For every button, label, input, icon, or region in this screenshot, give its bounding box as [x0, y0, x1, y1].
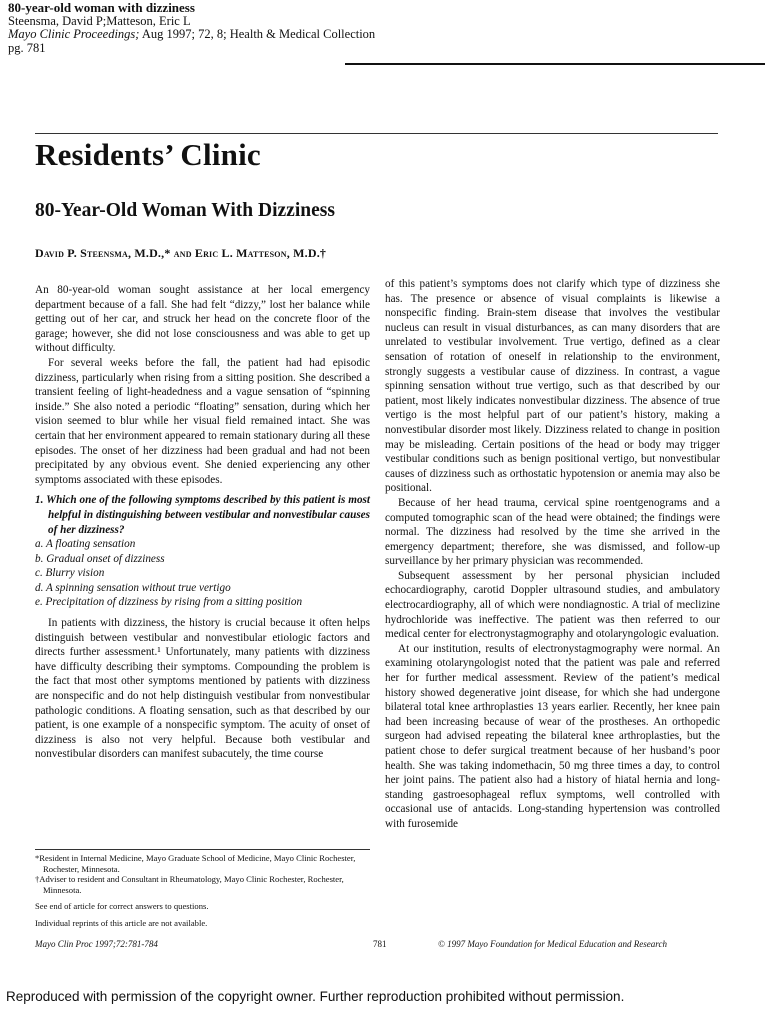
- footer-copyright: © 1997 Mayo Foundation for Medical Education and Research: [438, 939, 667, 949]
- option-b: b. Gradual onset of dizziness: [35, 552, 165, 565]
- paragraph: For several weeks before the fall, the patient had had episodic dizziness, particularly when rising from a sitting position. She described a transient feeling of light-headedness and a vague sensation of “spinning inside.” She also noted a periodic “floating” sensation, during which her vision seemed to blur while her visual field remained intact. She was certain that her environment appeared to remain stationary during all these episodes. The onset of her dizziness had been gradual and had not been precipitated by any obvious event. She denied experiencing any other symptoms associated with these episodes.: [35, 356, 370, 486]
- footnote-affiliation-2: †Adviser to resident and Consultant in Rheumatology, Mayo Clinic Rochester, Rochester, Minnesota.: [35, 874, 344, 895]
- option-d: d. A spinning sensation without true vertigo: [35, 581, 231, 594]
- header-divider: [345, 63, 765, 65]
- document-header: [8, 1, 375, 55]
- left-column: [35, 283, 370, 762]
- section-heading: Residents’ Clinic: [35, 137, 261, 172]
- header-authors: Steensma, David P;Matteson, Eric L: [8, 13, 191, 28]
- section-divider: [35, 133, 718, 134]
- footnote-answers-note: See end of article for correct answers to questions.: [35, 901, 209, 912]
- option-e: e. Precipitation of dizziness by rising from a sitting position: [35, 596, 303, 609]
- answer-options: [35, 537, 370, 610]
- header-title: 80-year-old woman with dizziness: [8, 0, 195, 15]
- option-a: a. A floating sensation: [35, 538, 136, 551]
- paragraph: of this patient’s symptoms does not clarify which type of dizziness she has. The presence or absence of visual complaints is likewise a nonspecific finding. Brain-stem disease that involves the vestibular nucleus can result in visual disturbances, as can many disorders that are unrelated to vestibular involvement. True vertigo, defined as a clear sensation of rotation of oneself in relationship to the environment, strongly suggests a vestibular cause of dizziness. In contrast, a vague spinning sensation without true vertigo, such as that described by our patient, most likely indicates nonvestibular dizziness. The absence of true vertigo is the most helpful part of our patient’s history, making a nonvestibular disorder most likely. Dizziness related to change in position may be misleading. Certain positions of the head or body may trigger vestibular conditions such as benign positional vertigo, but nonvestibular causes of dizziness such as orthostatic hypotension or anemia may also be positional.: [385, 278, 720, 495]
- article-authors: David P. Steensma, M.D.,* and Eric L. Matteson, M.D.†: [35, 246, 327, 260]
- header-citation-details: Aug 1997; 72, 8; Health & Medical Collection: [139, 27, 376, 41]
- footer-page-number: 781: [373, 939, 387, 949]
- footnote-reprints-note: Individual reprints of this article are not available.: [35, 917, 208, 928]
- paragraph: At our institution, results of electronystagmography were normal. An examining otolaryngologist noted that the patient was pale and referred her for further medical assessment. Review of the patient’s medical history showed degenerative joint disease, for which she had undergone bilateral total knee arthroplasties 13 years earlier. Recently, her knee pain had been increasing because of wear of the prostheses. An orthopedic surgeon had advised repeating the bilateral knee arthroplasties, but the patient chose to defer surgical treatment because of her husband’s poor health. She was taking indomethacin, 50 mg three times a day, to control her joint pains. The patient also had a history of hiatal hernia and long-standing gastroesophageal reflux symptoms, well controlled with occasional use of antacids. Long-standing hypertension was controlled with furosemide: [385, 642, 720, 830]
- paragraph: Subsequent assessment by her personal physician included echocardiography, carotid Doppler ultrasound studies, and ambulatory electrocardiography, all of which were nondiagnostic. A trial of meclizine hydrochloride was ineffective. The patient was then referred to our medical center for electronystagmography and otolaryngologic evaluation.: [385, 569, 720, 641]
- header-citation: [8, 28, 375, 42]
- header-journal: Mayo Clinic Proceedings;: [8, 27, 140, 41]
- footnotes: [35, 853, 380, 929]
- paragraph: An 80-year-old woman sought assistance at her local emergency department because of a fall. She had felt “dizzy,” lost her balance while getting out of her car, and struck her head on the concrete floor of the garage; however, she did not lose consciousness and was able to get up without difficulty.: [35, 284, 370, 355]
- option-c: c. Blurry vision: [35, 567, 105, 580]
- question-1: 1. Which one of the following symptoms described by this patient is most helpful in distinguishing between vestibular and nonvestibular causes of her dizziness?: [35, 494, 370, 536]
- paragraph: In patients with dizziness, the history is crucial because it often helps distinguish between vestibular and nonvestibular etiologic factors and directs further assessment.¹ Unfortunately, many patients with dizziness have difficulty describing their symptoms. Compounding the problem is the fact that most other symptoms mentioned by patients with dizziness are nonspecific and do not help distinguish vestibular from nonvestibular pathologic conditions. A floating sensation, such as that described by our patient, is one example of a nonspecific symptom. The acuity of onset of dizziness is also not very helpful. Because both vestibular and nonvestibular disorders can manifest subacutely, the time course: [35, 617, 370, 761]
- footer-citation: Mayo Clin Proc 1997;72:781-784: [35, 939, 158, 949]
- paragraph: Because of her head trauma, cervical spine roentgenograms and a computed tomographic scan of the head were obtained; the findings were normal. The dizziness had resolved by the time she arrived in the emergency department; therefore, she was dismissed, and follow-up surveillance by her primary physician was recommended.: [385, 496, 720, 568]
- footnote-divider: [35, 849, 370, 850]
- right-column: [385, 277, 720, 832]
- footnote-affiliation-1: *Resident in Internal Medicine, Mayo Graduate School of Medicine, Mayo Clinic Rochester, Rochester, Minnesota.: [35, 853, 356, 874]
- article-title: 80-Year-Old Woman With Dizziness: [35, 200, 335, 221]
- header-page: pg. 781: [8, 40, 46, 55]
- copyright-disclaimer: Reproduced with permission of the copyright owner. Further reproduction prohibited without permission.: [6, 989, 625, 1004]
